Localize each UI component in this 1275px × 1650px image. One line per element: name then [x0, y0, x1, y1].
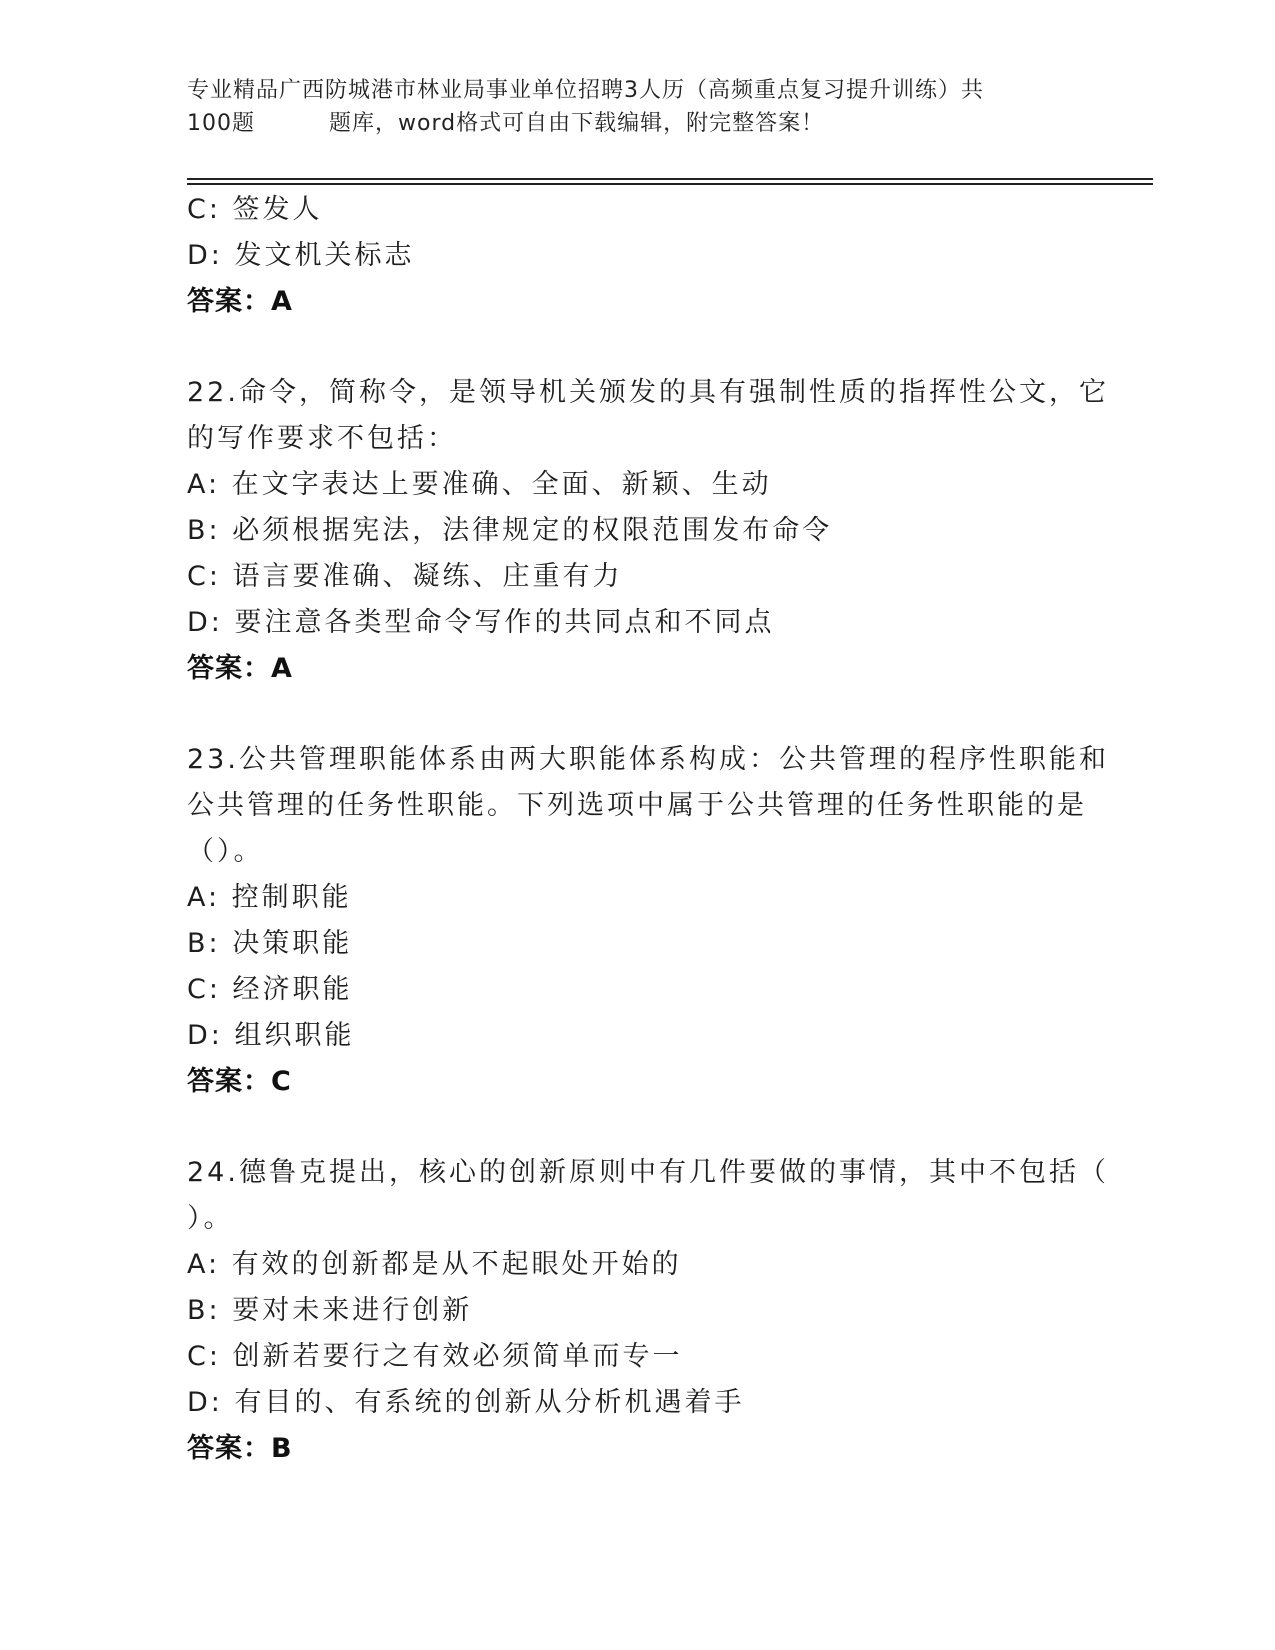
- answer-value: B: [271, 1433, 293, 1464]
- question-stem-line: 22.命令，简称令，是领导机关颁发的具有强制性质的指挥性公文，它: [187, 377, 1109, 408]
- answer-line: [187, 646, 1077, 692]
- option-b: B: 必须根据宪法，法律规定的权限范围发布命令: [187, 515, 833, 546]
- option-c: C: 经济职能: [187, 974, 353, 1005]
- header-description: 题库，word格式可自由下载编辑，附完整答案！: [329, 111, 825, 136]
- question-stem-line: 的写作要求不包括：: [187, 423, 457, 454]
- question-list: [187, 187, 1109, 1472]
- carryover-block: [187, 187, 1077, 325]
- option-d: D: 要注意各类型命令写作的共同点和不同点: [187, 607, 775, 638]
- option-b: B: 决策职能: [187, 928, 353, 959]
- question-stem-line: 公共管理的任务性职能。下列选项中属于公共管理的任务性职能的是: [187, 790, 1087, 821]
- answer-label: 答案：: [187, 653, 271, 684]
- option-c: C: 语言要准确、凝练、庄重有力: [187, 561, 623, 592]
- option-b: B: 要对未来进行创新: [187, 1295, 473, 1326]
- question-stem-line: ）。: [187, 1203, 234, 1234]
- page-header: [187, 74, 1077, 140]
- question-22: [187, 370, 1109, 692]
- question-23: [187, 737, 1109, 1105]
- question-24: [187, 1150, 1109, 1472]
- question-stem-line: 23.公共管理职能体系由两大职能体系构成：公共管理的程序性职能和: [187, 744, 1109, 775]
- header-line-1: 专业精品广西防城港市林业局事业单位招聘3人历（高频重点复习提升训练）共: [187, 78, 984, 103]
- answer-value: A: [271, 653, 293, 684]
- option-a: A: 有效的创新都是从不起眼处开始的: [187, 1249, 682, 1280]
- answer-value: A: [271, 286, 293, 317]
- answer-label: 答案：: [187, 286, 271, 317]
- option-a: A: 在文字表达上要准确、全面、新颖、生动: [187, 469, 772, 500]
- option-d: D: 组织职能: [187, 1020, 355, 1051]
- answer-line: [187, 1426, 1077, 1472]
- header-divider-top: [187, 178, 1153, 180]
- question-stem-line: （）。: [187, 836, 264, 867]
- question-stem-line: 24.德鲁克提出，核心的创新原则中有几件要做的事情，其中不包括（: [187, 1157, 1109, 1188]
- option-c: C: 签发人: [187, 194, 323, 225]
- answer-line: [187, 279, 1077, 325]
- option-d: D: 发文机关标志: [187, 240, 415, 271]
- option-c: C: 创新若要行之有效必须简单而专一: [187, 1341, 683, 1372]
- option-a: A: 控制职能: [187, 882, 352, 913]
- header-question-count: 100题: [187, 111, 255, 136]
- answer-label: 答案：: [187, 1066, 271, 1097]
- answer-line: [187, 1059, 1077, 1105]
- option-d: D: 有目的、有系统的创新从分析机遇着手: [187, 1387, 745, 1418]
- header-line-2: [187, 107, 1077, 140]
- answer-label: 答案：: [187, 1433, 271, 1464]
- answer-value: C: [271, 1066, 292, 1097]
- header-divider-bottom: [187, 183, 1153, 185]
